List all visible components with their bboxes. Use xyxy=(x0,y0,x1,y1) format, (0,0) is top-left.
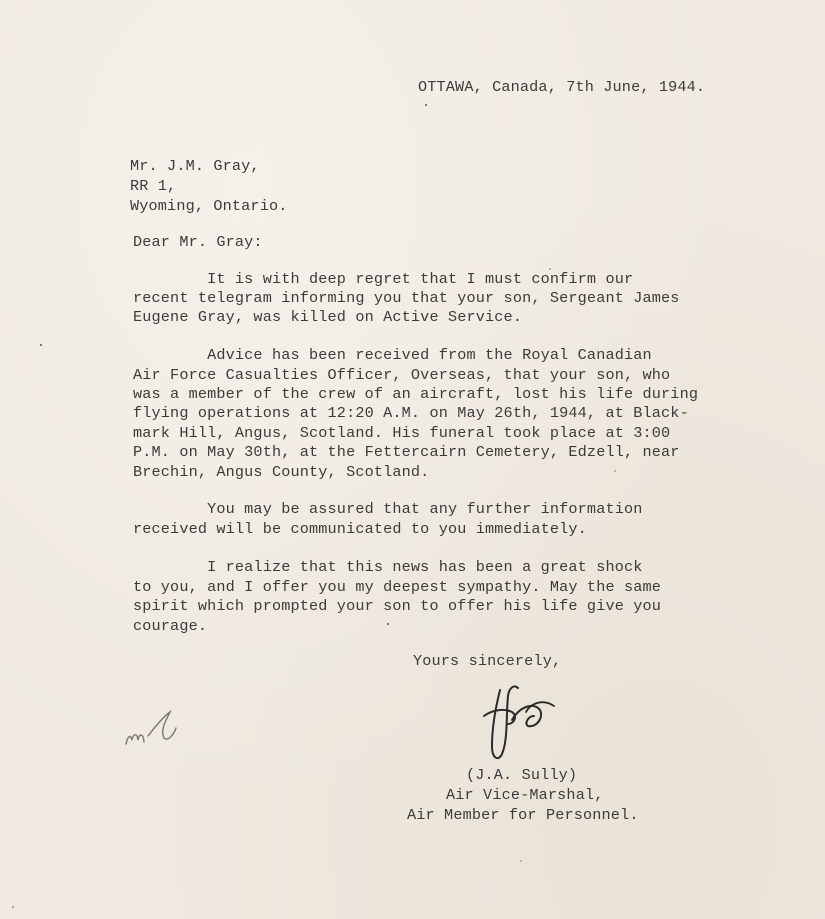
paragraph-3-line-2: received will be communicated to you immediately. xyxy=(133,520,587,538)
paragraph-2-line-7: Brechin, Angus County, Scotland. xyxy=(133,463,430,481)
paper-speck xyxy=(425,104,427,106)
paragraph-1-line-2: recent telegram informing you that your son, Sergeant James xyxy=(133,289,680,307)
paragraph-2-line-4: flying operations at 12:20 A.M. on May 26th, 1944, at Black- xyxy=(133,404,689,422)
recipient-address-line2: Wyoming, Ontario. xyxy=(130,197,288,215)
signatory-title-line1: Air Vice-Marshal, xyxy=(446,786,604,804)
paragraph-2-line-1: Advice has been received from the Royal Canadian xyxy=(133,346,652,364)
paragraph-4-line-1: I realize that this news has been a great shock xyxy=(133,558,643,576)
signatory-title-line2: Air Member for Personnel. xyxy=(407,806,639,824)
salutation: Dear Mr. Gray: xyxy=(133,233,263,251)
paragraph-2-line-6: P.M. on May 30th, at the Fettercairn Cemetery, Edzell, near xyxy=(133,443,680,461)
paper-speck xyxy=(549,268,551,270)
paper-speck xyxy=(614,470,616,472)
paragraph-4-line-4: courage. xyxy=(133,617,208,635)
paper-speck xyxy=(520,860,522,862)
paper-speck xyxy=(40,344,42,346)
dateline: OTTAWA, Canada, 7th June, 1944. xyxy=(418,78,706,96)
paragraph-4-line-2: to you, and I offer you my deepest sympathy. May the same xyxy=(133,578,662,596)
paragraph-1-line-3: Eugene Gray, was killed on Active Service. xyxy=(133,308,523,326)
paragraph-1-line-1: It is with deep regret that I must confirm our xyxy=(133,270,634,288)
paragraph-2-line-3: was a member of the crew of an aircraft, lost his life during xyxy=(133,385,699,403)
paragraph-2-line-2: Air Force Casualties Officer, Overseas, that your son, who xyxy=(133,366,671,384)
margin-initials-image xyxy=(120,706,184,754)
paper-speck xyxy=(12,906,14,908)
recipient-name: Mr. J.M. Gray, xyxy=(130,157,260,175)
signature-image xyxy=(478,676,568,768)
closing: Yours sincerely, xyxy=(413,652,562,670)
signatory-name: (J.A. Sully) xyxy=(466,766,578,784)
paragraph-3-line-1: You may be assured that any further information xyxy=(133,500,643,518)
paper-speck xyxy=(387,623,389,625)
paragraph-4-line-3: spirit which prompted your son to offer his life give you xyxy=(133,597,662,615)
paragraph-2-line-5: mark Hill, Angus, Scotland. His funeral took place at 3:00 xyxy=(133,424,671,442)
recipient-address-line1: RR 1, xyxy=(130,177,177,195)
